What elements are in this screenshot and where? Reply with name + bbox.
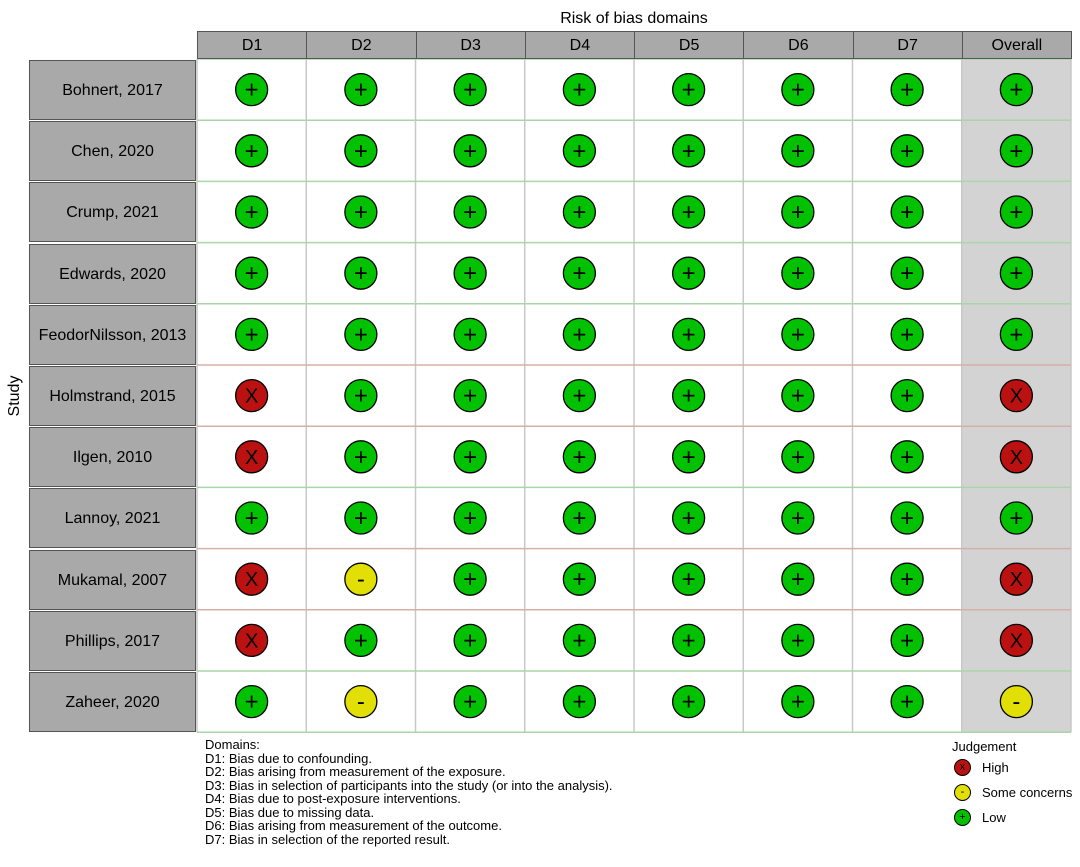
legend-low-dot: + bbox=[954, 809, 971, 826]
domain-line: D1: Bias due to confounding. bbox=[205, 750, 372, 766]
judgement-cell bbox=[563, 135, 595, 167]
judgement-symbol: + bbox=[1009, 505, 1024, 532]
judgement-symbol: X bbox=[244, 569, 259, 592]
judgement-symbol: + bbox=[353, 382, 368, 410]
judgement-symbol: + bbox=[790, 688, 805, 716]
domain-line: D5: Bias due to missing data. bbox=[205, 804, 375, 820]
judgement-symbol: + bbox=[463, 505, 478, 532]
judgement-symbol: + bbox=[790, 627, 805, 655]
domain-line: D2: Bias arising from measurement of the exposure. bbox=[205, 764, 506, 779]
judgement-cell bbox=[563, 257, 595, 289]
judgement-cell bbox=[782, 624, 814, 656]
judgement-cell bbox=[454, 196, 486, 228]
judgement-cell bbox=[236, 502, 268, 534]
judgement-cell bbox=[1000, 441, 1032, 473]
study-label: Zaheer, 2020 bbox=[29, 672, 196, 732]
judgement-symbol: + bbox=[900, 505, 915, 532]
judgement-cell bbox=[782, 257, 814, 289]
judgement-symbol: X bbox=[244, 630, 259, 653]
judgement-symbol: + bbox=[572, 566, 587, 594]
legend-title: Judgement bbox=[952, 739, 1017, 754]
judgement-symbol: X bbox=[244, 446, 259, 469]
domain-line: D6: Bias arising from measurement of the outcome. bbox=[205, 818, 502, 833]
column-header: D1 bbox=[197, 31, 307, 59]
judgement-symbol: + bbox=[572, 505, 587, 532]
judgement-cell bbox=[782, 380, 814, 412]
study-label: Lannoy, 2021 bbox=[29, 488, 196, 548]
judgement-cell bbox=[345, 74, 377, 106]
judgement-symbol: + bbox=[463, 137, 478, 165]
judgement-cell bbox=[1000, 502, 1032, 534]
judgement-cell bbox=[891, 441, 923, 473]
judgement-cell bbox=[563, 318, 595, 350]
judgement-symbol: - bbox=[356, 566, 365, 594]
judgement-symbol: + bbox=[681, 688, 696, 716]
judgement-symbol: + bbox=[790, 199, 805, 226]
legend-item-low bbox=[952, 806, 1078, 831]
study-label: Chen, 2020 bbox=[29, 121, 196, 181]
study-label: Ilgen, 2010 bbox=[29, 427, 196, 487]
judgement-cell bbox=[454, 563, 486, 595]
judgement-cell bbox=[345, 380, 377, 412]
judgement-cell bbox=[891, 257, 923, 289]
judgement-symbol: + bbox=[681, 199, 696, 226]
judgement-symbol: + bbox=[244, 76, 259, 104]
judgement-cell bbox=[563, 380, 595, 412]
legend-item-high bbox=[952, 756, 1078, 781]
judgement-cell bbox=[673, 74, 705, 106]
judgement-symbol: + bbox=[900, 566, 915, 594]
judgement-symbol: + bbox=[1009, 76, 1024, 104]
judgement-symbol: + bbox=[681, 382, 696, 410]
judgement-symbol: + bbox=[681, 260, 696, 288]
y-axis-label-text: Study bbox=[6, 375, 23, 417]
judgement-symbol: + bbox=[353, 260, 368, 288]
judgement-symbol: + bbox=[353, 137, 368, 165]
judgement-symbol: + bbox=[463, 199, 478, 226]
judgement-legend bbox=[952, 738, 1078, 831]
judgement-symbol: + bbox=[572, 137, 587, 165]
study-label: FeodorNilsson, 2013 bbox=[29, 305, 196, 365]
judgement-symbol: + bbox=[463, 627, 478, 655]
judgement-cell bbox=[673, 257, 705, 289]
judgement-cell bbox=[345, 624, 377, 656]
judgement-cell bbox=[563, 502, 595, 534]
legend-item-some-concerns bbox=[952, 781, 1078, 806]
judgement-symbol: + bbox=[681, 505, 696, 532]
judgement-symbol: + bbox=[900, 382, 915, 410]
judgement-cell bbox=[782, 74, 814, 106]
judgement-cell bbox=[673, 196, 705, 228]
judgement-symbol: + bbox=[790, 505, 805, 532]
judgement-cell bbox=[236, 686, 268, 718]
domain-line: D4: Bias due to post-exposure interventions. bbox=[205, 791, 461, 806]
judgement-symbol: + bbox=[463, 260, 478, 288]
judgement-symbol: + bbox=[900, 627, 915, 655]
judgement-cell bbox=[673, 380, 705, 412]
judgement-cell bbox=[563, 563, 595, 595]
judgement-cell bbox=[454, 257, 486, 289]
domains-heading: Domains: bbox=[205, 737, 260, 752]
judgement-symbol: + bbox=[900, 688, 915, 716]
judgement-cell bbox=[673, 318, 705, 350]
judgement-symbol: + bbox=[244, 688, 259, 716]
domain-line: D3: Bias in selection of participants into the study (or into the analysis). bbox=[205, 777, 613, 793]
judgement-cell bbox=[673, 686, 705, 718]
judgement-symbol: + bbox=[681, 627, 696, 655]
judgement-symbol: + bbox=[681, 566, 696, 594]
judgement-cell bbox=[454, 441, 486, 473]
judgement-symbol: + bbox=[900, 137, 915, 165]
judgement-cell bbox=[563, 686, 595, 718]
judgement-cell bbox=[673, 502, 705, 534]
judgement-symbol: + bbox=[463, 382, 478, 410]
judgement-cell bbox=[454, 502, 486, 534]
study-label: Edwards, 2020 bbox=[29, 244, 196, 304]
judgement-symbol: + bbox=[790, 76, 805, 104]
judgement-symbol: + bbox=[244, 321, 259, 349]
judgement-cell bbox=[454, 380, 486, 412]
judgement-symbol: + bbox=[463, 443, 478, 471]
judgement-symbol: + bbox=[790, 137, 805, 165]
judgement-cell bbox=[891, 563, 923, 595]
judgement-cell bbox=[1000, 257, 1032, 289]
judgement-cell bbox=[782, 196, 814, 228]
judgement-symbol: + bbox=[244, 199, 259, 226]
judgement-cell bbox=[345, 441, 377, 473]
judgement-cell bbox=[891, 502, 923, 534]
judgement-symbol: + bbox=[1009, 321, 1024, 349]
judgement-symbol: + bbox=[900, 199, 915, 226]
judgement-symbol: + bbox=[1009, 260, 1024, 288]
judgement-symbol: + bbox=[1009, 137, 1024, 165]
study-label: Holmstrand, 2015 bbox=[29, 366, 196, 426]
judgement-symbol: - bbox=[356, 688, 365, 716]
judgement-cell bbox=[454, 624, 486, 656]
judgement-cell bbox=[345, 135, 377, 167]
judgement-cell bbox=[891, 74, 923, 106]
judgement-cell bbox=[1000, 563, 1032, 595]
judgement-cell bbox=[782, 318, 814, 350]
judgement-symbol: + bbox=[244, 260, 259, 288]
chart-title: Risk of bias domains bbox=[560, 10, 708, 27]
judgement-symbol: X bbox=[1009, 569, 1024, 592]
judgement-symbol: + bbox=[463, 688, 478, 716]
judgement-symbol: + bbox=[681, 443, 696, 471]
study-label: Phillips, 2017 bbox=[29, 611, 196, 671]
judgement-symbol: + bbox=[790, 260, 805, 288]
judgement-cell bbox=[673, 441, 705, 473]
column-header: D7 bbox=[853, 31, 963, 59]
judgement-cell bbox=[782, 441, 814, 473]
column-header: Overall bbox=[962, 31, 1072, 59]
judgement-symbol: + bbox=[353, 505, 368, 532]
judgement-cell bbox=[236, 441, 268, 473]
judgement-cell bbox=[891, 135, 923, 167]
judgement-symbol: + bbox=[353, 443, 368, 471]
judgement-cell bbox=[454, 135, 486, 167]
judgement-symbol: + bbox=[463, 321, 478, 349]
column-header: D5 bbox=[634, 31, 744, 59]
judgement-cell bbox=[345, 196, 377, 228]
legend-low-label: Low bbox=[982, 810, 1006, 825]
study-label: Mukamal, 2007 bbox=[29, 550, 196, 610]
column-header: D2 bbox=[306, 31, 416, 59]
study-label: Crump, 2021 bbox=[29, 182, 196, 242]
legend-high-dot: x bbox=[954, 759, 971, 776]
judgement-symbol: + bbox=[463, 76, 478, 104]
judgement-symbol: + bbox=[900, 443, 915, 471]
judgement-symbol: + bbox=[572, 260, 587, 288]
judgement-cell bbox=[673, 624, 705, 656]
judgement-cell bbox=[891, 380, 923, 412]
judgement-cell bbox=[345, 318, 377, 350]
judgement-cell bbox=[345, 502, 377, 534]
judgement-symbol: X bbox=[1009, 446, 1024, 469]
judgement-cell bbox=[891, 686, 923, 718]
judgement-cell bbox=[563, 624, 595, 656]
judgement-cell bbox=[236, 624, 268, 656]
judgement-cell bbox=[563, 74, 595, 106]
judgement-symbol: X bbox=[244, 385, 259, 408]
judgement-symbol: + bbox=[572, 321, 587, 349]
judgement-cell bbox=[454, 318, 486, 350]
column-header: D4 bbox=[525, 31, 635, 59]
judgement-symbol: + bbox=[353, 627, 368, 655]
judgement-cell bbox=[236, 135, 268, 167]
judgement-cell bbox=[782, 686, 814, 718]
domains-key bbox=[205, 738, 613, 846]
judgement-cell bbox=[345, 257, 377, 289]
column-header: D3 bbox=[416, 31, 526, 59]
judgement-cell bbox=[236, 257, 268, 289]
judgement-symbol: + bbox=[790, 566, 805, 594]
domain-line: D7: Bias in selection of the reported result. bbox=[205, 831, 450, 847]
judgement-cell bbox=[782, 502, 814, 534]
judgement-cell bbox=[454, 74, 486, 106]
judgement-symbol: + bbox=[681, 137, 696, 165]
judgement-cell bbox=[345, 563, 377, 595]
judgement-symbol: X bbox=[1009, 385, 1024, 408]
judgement-symbol: + bbox=[790, 443, 805, 471]
judgement-symbol: + bbox=[353, 321, 368, 349]
judgement-cell bbox=[454, 686, 486, 718]
judgement-symbol: + bbox=[572, 627, 587, 655]
judgement-cell bbox=[891, 318, 923, 350]
judgement-cell bbox=[1000, 196, 1032, 228]
judgement-cell bbox=[891, 196, 923, 228]
legend-some-concerns-dot: - bbox=[954, 784, 971, 801]
judgement-symbol: + bbox=[1009, 199, 1024, 226]
judgement-symbol: + bbox=[572, 688, 587, 716]
judgement-cell bbox=[1000, 686, 1032, 718]
judgement-cell bbox=[236, 380, 268, 412]
judgement-cell bbox=[236, 563, 268, 595]
judgement-symbol: + bbox=[353, 199, 368, 226]
judgement-symbol: + bbox=[572, 382, 587, 410]
judgement-cell bbox=[345, 686, 377, 718]
judgement-symbol: + bbox=[572, 443, 587, 471]
judgement-cell bbox=[891, 624, 923, 656]
judgement-cell bbox=[1000, 624, 1032, 656]
judgement-cell bbox=[236, 318, 268, 350]
judgement-symbol: + bbox=[244, 137, 259, 165]
judgement-symbol: + bbox=[681, 321, 696, 349]
judgement-symbol: + bbox=[463, 566, 478, 594]
judgement-symbol: + bbox=[681, 76, 696, 104]
judgement-cell bbox=[1000, 74, 1032, 106]
judgement-symbol: + bbox=[244, 505, 259, 532]
judgement-cell bbox=[563, 196, 595, 228]
judgement-symbol: + bbox=[572, 76, 587, 104]
judgement-cell bbox=[563, 441, 595, 473]
judgement-symbol: + bbox=[900, 260, 915, 288]
study-label: Bohnert, 2017 bbox=[29, 60, 196, 120]
judgement-cell bbox=[1000, 135, 1032, 167]
judgement-symbol: - bbox=[1012, 688, 1021, 716]
judgement-cell bbox=[782, 563, 814, 595]
legend-some-concerns-label: Some concerns bbox=[982, 785, 1073, 800]
judgement-cell bbox=[673, 135, 705, 167]
judgement-symbol: + bbox=[900, 76, 915, 104]
legend-high-label: High bbox=[982, 760, 1009, 775]
judgement-symbol: X bbox=[1009, 630, 1024, 653]
judgement-symbol: + bbox=[790, 321, 805, 349]
judgement-cell bbox=[1000, 318, 1032, 350]
column-header: D6 bbox=[743, 31, 853, 59]
judgement-symbol: + bbox=[572, 199, 587, 226]
judgement-symbol: + bbox=[353, 76, 368, 104]
judgement-cell bbox=[1000, 380, 1032, 412]
judgement-cell bbox=[236, 196, 268, 228]
judgement-cell bbox=[236, 74, 268, 106]
judgement-symbol: + bbox=[900, 321, 915, 349]
judgement-symbol: + bbox=[790, 382, 805, 410]
judgement-cell bbox=[782, 135, 814, 167]
judgement-cell bbox=[673, 563, 705, 595]
